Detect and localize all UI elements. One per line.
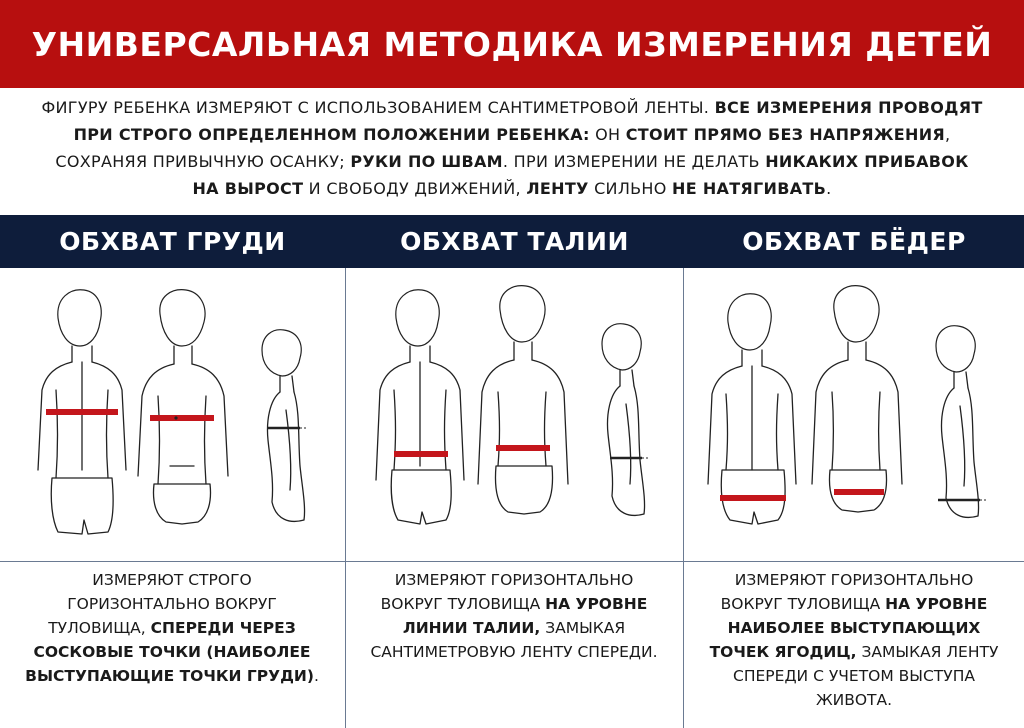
waist-description bbox=[366, 568, 662, 724]
child-side-figure bbox=[602, 324, 648, 516]
description-text: ИЗМЕРЯЮТ СТРОГО ГОРИЗОНТАЛЬНО ВОКРУГ ТУЛОВИЩА, bbox=[48, 571, 277, 637]
intro-part: И СВОБОДУ ДВИЖЕНИЙ, bbox=[303, 179, 527, 198]
child-back-figure bbox=[38, 290, 126, 534]
intro-part: , СОХРАНЯЯ ПРИВЫЧНУЮ ОСАНКУ; bbox=[55, 125, 951, 171]
heading-chest: ОБХВАТ ГРУДИ bbox=[59, 227, 286, 256]
description-text: ЗАМЫКАЯ САНТИМЕТРОВУЮ ЛЕНТУ СПЕРЕДИ. bbox=[370, 619, 658, 661]
heading-hips: ОБХВАТ БЁДЕР bbox=[742, 227, 966, 256]
description-text: ЗАМЫКАЯ ЛЕНТУ СПЕРЕДИ С УЧЕТОМ ВЫСТУПА ЖИВОТА. bbox=[733, 643, 999, 709]
row-divider bbox=[0, 561, 1024, 562]
waist-figures bbox=[346, 270, 683, 560]
intro-emphasis: СТОИТ ПРЯМО БЕЗ НАПРЯЖЕНИЯ bbox=[625, 125, 946, 144]
description-text: ИЗМЕРЯЮТ ГОРИЗОНТАЛЬНО ВОКРУГ ТУЛОВИЩА bbox=[720, 571, 974, 613]
intro-part: . bbox=[826, 179, 832, 198]
intro-emphasis: НЕ НАТЯГИВАТЬ bbox=[672, 179, 827, 198]
intro-part: СИЛЬНО bbox=[588, 179, 673, 198]
page-title: УНИВЕРСАЛЬНАЯ МЕТОДИКА ИЗМЕРЕНИЯ ДЕТЕЙ bbox=[0, 0, 1024, 88]
chest-figures bbox=[0, 270, 345, 560]
intro-text bbox=[40, 94, 984, 206]
waist-illustration bbox=[346, 270, 683, 560]
chest-illustration bbox=[0, 270, 345, 560]
child-front-figure bbox=[812, 286, 902, 512]
child-back-figure bbox=[376, 290, 464, 524]
intro-part: . ПРИ ИЗМЕРЕНИИ НЕ ДЕЛАТЬ bbox=[502, 152, 766, 171]
description-text: . bbox=[313, 667, 319, 685]
hips-figures bbox=[684, 270, 1024, 560]
description-text: ИЗМЕРЯЮТ ГОРИЗОНТАЛЬНО ВОКРУГ ТУЛОВИЩА bbox=[380, 571, 634, 613]
heading-waist: ОБХВАТ ТАЛИИ bbox=[400, 227, 629, 256]
child-side-figure bbox=[936, 326, 986, 518]
child-front-figure bbox=[138, 290, 228, 524]
intro-emphasis: РУКИ ПО ШВАМ bbox=[350, 152, 503, 171]
hips-illustration bbox=[684, 270, 1024, 560]
hips-description bbox=[704, 568, 1004, 724]
child-back-figure bbox=[708, 294, 796, 524]
intro-emphasis: ВСЕ ИЗМЕРЕНИЯ ПРОВОДЯТ ПРИ СТРОГО ОПРЕДЕЛЕННОМ ПОЛОЖЕНИИ РЕБЕНКА: bbox=[73, 98, 983, 144]
intro-emphasis: НИКАКИХ ПРИБАВОК НА ВЫРОСТ bbox=[192, 152, 969, 198]
description-emphasis: СПЕРЕДИ ЧЕРЕЗ СОСКОВЫЕ ТОЧКИ (НАИБОЛЕЕ ВЫСТУПАЮЩИЕ ТОЧКИ ГРУДИ) bbox=[25, 619, 314, 685]
description-emphasis: НА УРОВНЕ НАИБОЛЕЕ ВЫСТУПАЮЩИХ ТОЧЕК ЯГОДИЦ, bbox=[709, 595, 988, 661]
child-front-figure bbox=[478, 286, 568, 514]
intro-emphasis: ЛЕНТУ bbox=[526, 179, 589, 198]
section-heading-bar bbox=[0, 215, 1024, 268]
description-emphasis: НА УРОВНЕ ЛИНИИ ТАЛИИ, bbox=[402, 595, 648, 637]
chest-description bbox=[22, 568, 322, 724]
child-side-figure bbox=[262, 330, 306, 522]
intro-part: ОН bbox=[589, 125, 626, 144]
intro-part: ФИГУРУ РЕБЕНКА ИЗМЕРЯЮТ С ИСПОЛЬЗОВАНИЕМ САНТИМЕТРОВОЙ ЛЕНТЫ. bbox=[41, 98, 715, 117]
